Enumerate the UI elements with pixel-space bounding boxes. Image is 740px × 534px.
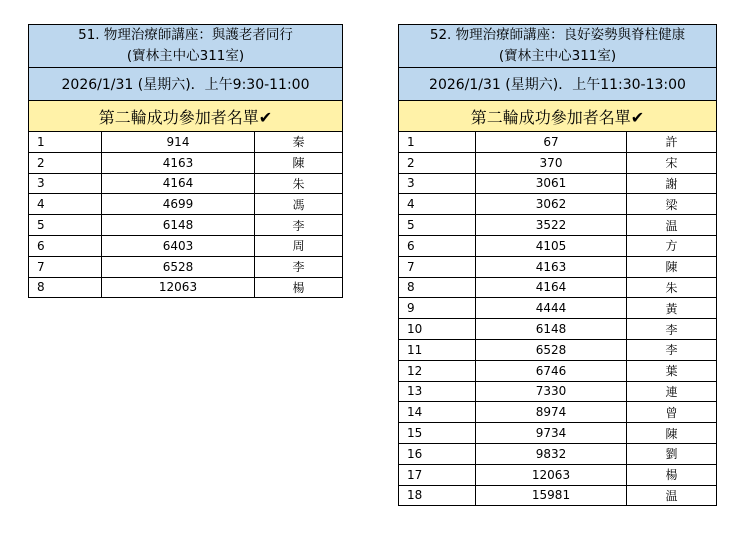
participant-surname: 宋 — [627, 152, 717, 173]
participant-surname: 許 — [627, 132, 717, 153]
participant-surname: 梁 — [627, 194, 717, 215]
participant-id: 7330 — [476, 381, 627, 402]
participant-row — [399, 132, 717, 153]
list-heading — [399, 101, 717, 132]
row-number: 16 — [399, 443, 476, 464]
participant-surname: 楊 — [627, 464, 717, 485]
participant-id: 4164 — [102, 173, 255, 194]
participant-id: 4444 — [476, 298, 627, 319]
participant-id: 4699 — [102, 194, 255, 215]
list-heading-text: 第二輪成功參加者名單 — [98, 107, 259, 127]
row-number: 3 — [399, 173, 476, 194]
participant-surname: 李 — [627, 339, 717, 360]
participant-row — [399, 319, 717, 340]
participant-surname: 温 — [627, 485, 717, 506]
participant-surname: 謝 — [627, 173, 717, 194]
participant-surname: 連 — [627, 381, 717, 402]
participant-id: 12063 — [102, 277, 255, 298]
row-number: 18 — [399, 485, 476, 506]
row-number: 4 — [399, 194, 476, 215]
participant-id: 12063 — [476, 464, 627, 485]
participant-row — [399, 381, 717, 402]
participant-id: 9832 — [476, 443, 627, 464]
row-number: 13 — [399, 381, 476, 402]
participant-row — [399, 194, 717, 215]
participant-id: 370 — [476, 152, 627, 173]
row-number: 8 — [399, 277, 476, 298]
participant-surname: 秦 — [255, 132, 343, 153]
participant-surname: 楊 — [255, 277, 343, 298]
row-number: 2 — [399, 152, 476, 173]
participant-id: 6148 — [476, 319, 627, 340]
participant-id: 3062 — [476, 194, 627, 215]
list-heading — [29, 101, 343, 132]
participant-row — [29, 132, 343, 153]
session-location: (寶林主中心311室) — [126, 48, 245, 64]
session-location: (寶林主中心311室) — [498, 48, 617, 64]
session-52-table — [398, 24, 717, 506]
participant-row — [399, 152, 717, 173]
row-number: 4 — [29, 194, 102, 215]
participant-id: 4163 — [102, 152, 255, 173]
participant-id: 67 — [476, 132, 627, 153]
participant-id: 6746 — [476, 360, 627, 381]
row-number: 14 — [399, 402, 476, 423]
row-number: 10 — [399, 319, 476, 340]
participant-surname: 李 — [255, 256, 343, 277]
participant-surname: 黃 — [627, 298, 717, 319]
participant-row — [399, 485, 717, 506]
row-number: 11 — [399, 339, 476, 360]
participant-id: 3061 — [476, 173, 627, 194]
row-number: 6 — [29, 235, 102, 256]
participant-id: 4105 — [476, 235, 627, 256]
participant-row — [29, 173, 343, 194]
participant-row — [399, 277, 717, 298]
participant-surname: 劉 — [627, 443, 717, 464]
participant-row — [399, 298, 717, 319]
participant-row — [399, 443, 717, 464]
participant-surname: 李 — [627, 319, 717, 340]
row-number: 9 — [399, 298, 476, 319]
participant-surname: 陳 — [255, 152, 343, 173]
session-51-table — [28, 24, 343, 298]
participant-surname: 陳 — [627, 423, 717, 444]
participant-row — [399, 423, 717, 444]
participant-surname: 曾 — [627, 402, 717, 423]
participant-id: 9734 — [476, 423, 627, 444]
row-number: 15 — [399, 423, 476, 444]
participant-id: 6528 — [476, 339, 627, 360]
participant-row — [399, 360, 717, 381]
session-title — [29, 25, 343, 68]
participant-surname: 周 — [255, 235, 343, 256]
row-number: 6 — [399, 235, 476, 256]
participant-surname: 朱 — [627, 277, 717, 298]
session-title-line1: 52. 物理治療師講座：良好姿勢與脊柱健康 — [429, 27, 686, 43]
participant-id: 6528 — [102, 256, 255, 277]
participant-id: 4164 — [476, 277, 627, 298]
row-number: 5 — [29, 215, 102, 236]
participant-id: 6148 — [102, 215, 255, 236]
participant-surname: 陳 — [627, 256, 717, 277]
participant-row — [29, 194, 343, 215]
row-number: 2 — [29, 152, 102, 173]
list-heading-text: 第二輪成功參加者名單 — [470, 107, 631, 127]
participant-row — [29, 215, 343, 236]
check-mark-icon: ✔ — [630, 107, 645, 127]
row-number: 7 — [399, 256, 476, 277]
participant-id: 8974 — [476, 402, 627, 423]
row-number: 12 — [399, 360, 476, 381]
row-number: 8 — [29, 277, 102, 298]
participant-surname: 馮 — [255, 194, 343, 215]
participant-row — [399, 235, 717, 256]
participant-row — [399, 402, 717, 423]
participant-surname: 温 — [627, 215, 717, 236]
participant-id: 3522 — [476, 215, 627, 236]
participant-row — [399, 173, 717, 194]
participant-id: 15981 — [476, 485, 627, 506]
session-title — [399, 25, 717, 68]
participant-row — [399, 215, 717, 236]
participant-row — [29, 152, 343, 173]
session-51-body — [29, 25, 343, 298]
row-number: 7 — [29, 256, 102, 277]
participant-row — [399, 256, 717, 277]
row-number: 3 — [29, 173, 102, 194]
row-number: 17 — [399, 464, 476, 485]
participant-row — [29, 277, 343, 298]
row-number: 1 — [29, 132, 102, 153]
participant-id: 6403 — [102, 235, 255, 256]
session-datetime: 2026/1/31 (星期六)．上午11:30-13:00 — [399, 68, 717, 101]
participant-surname: 朱 — [255, 173, 343, 194]
participant-row — [29, 235, 343, 256]
participant-id: 4163 — [476, 256, 627, 277]
participant-surname: 李 — [255, 215, 343, 236]
row-number: 5 — [399, 215, 476, 236]
participant-id: 914 — [102, 132, 255, 153]
check-mark-icon: ✔ — [258, 107, 273, 127]
session-title-line1: 51. 物理治療師講座：與護老者同行 — [78, 27, 293, 43]
session-52-body — [399, 25, 717, 506]
participant-row — [399, 339, 717, 360]
participant-surname: 葉 — [627, 360, 717, 381]
participant-row — [399, 464, 717, 485]
participant-surname: 方 — [627, 235, 717, 256]
session-datetime: 2026/1/31 (星期六)．上午9:30-11:00 — [29, 68, 343, 101]
row-number: 1 — [399, 132, 476, 153]
participant-row — [29, 256, 343, 277]
